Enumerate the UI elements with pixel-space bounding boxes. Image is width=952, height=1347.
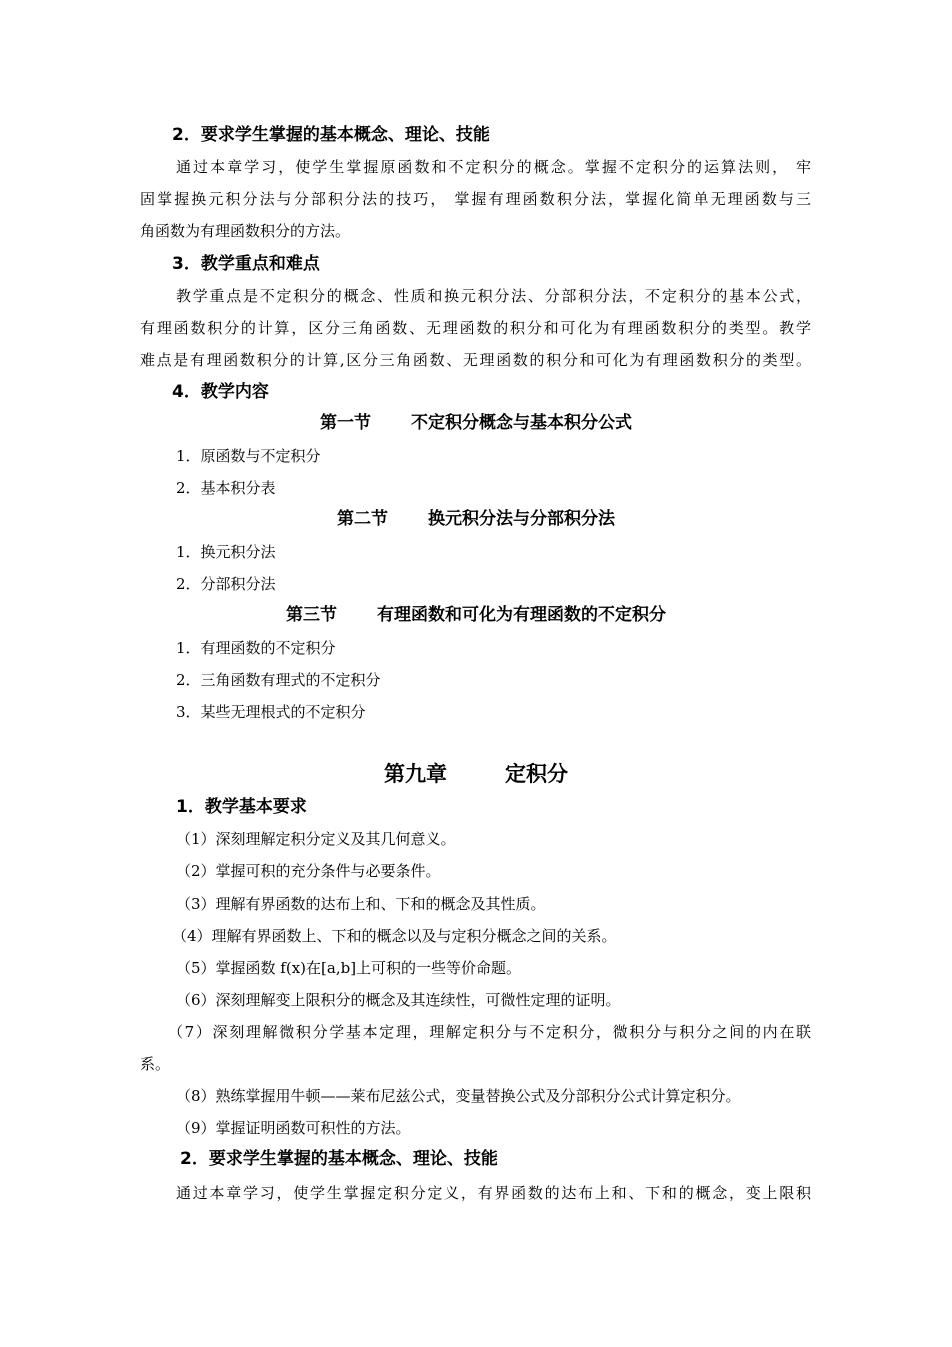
section-heading-3: 3．教学重点和难点 <box>172 254 320 274</box>
chapter-number: 第九章 <box>384 762 447 786</box>
section-heading-2: 2．要求学生掌握的基本概念、理论、技能 <box>172 125 490 145</box>
requirement-item-continued: 系。 <box>140 1055 171 1073</box>
paragraph-line: 难点是有理函数积分的计算,区分三角函数、无理函数的积分和可化为有理函数积分的类型。 <box>140 351 811 369</box>
subsection-number: 第一节 <box>320 413 371 433</box>
list-item: 1．原函数与不定积分 <box>176 447 321 465</box>
requirement-item: （5）掌握函数 f(x)在[a,b]上可积的一些等价命题。 <box>176 959 522 977</box>
subsection-name: 换元积分法与分部积分法 <box>428 509 615 529</box>
paragraph-line: 固掌握换元积分法与分部积分法的技巧， 掌握有理函数积分法，掌握化简单无理函数与三 <box>140 190 811 208</box>
subsection-title-2 <box>140 508 812 530</box>
list-item: 3．某些无理根式的不定积分 <box>176 703 366 721</box>
paragraph-line: 通过本章学习，使学生掌握定积分定义，有界函数的达布上和、下和的概念，变上限积 <box>176 1184 811 1202</box>
subsection-title-1 <box>140 412 812 434</box>
paragraph-line: 教学重点是不定积分的概念、性质和换元积分法、分部积分法，不定积分的基本公式， <box>176 287 811 305</box>
requirement-item: （3）理解有界函数的达布上和、下和的概念及其性质。 <box>176 895 546 913</box>
list-item: 1．有理函数的不定积分 <box>176 639 336 657</box>
chapter-name: 定积分 <box>505 762 568 786</box>
paragraph-line: 有理函数积分的计算，区分三角函数、无理函数的积分和可化为有理函数积分的类型。教学 <box>140 319 811 337</box>
requirement-item: （9）掌握证明函数可积性的方法。 <box>176 1119 411 1137</box>
requirement-item: （7）深刻理解微积分学基本定理，理解定积分与不定积分，微积分与积分之间的内在联 <box>168 1023 811 1041</box>
requirement-item: （4）理解有界函数上、下和的概念以及与定积分概念之间的关系。 <box>172 927 617 945</box>
paragraph-line: 通过本章学习，使学生掌握原函数和不定积分的概念。掌握不定积分的运算法则， 牢 <box>176 158 811 176</box>
list-item: 2．三角函数有理式的不定积分 <box>176 671 381 689</box>
subsection-name: 不定积分概念与基本积分公式 <box>411 413 632 433</box>
section-heading-1: 1．教学基本要求 <box>176 797 307 817</box>
subsection-title-3 <box>140 604 812 626</box>
chapter-title <box>140 760 812 788</box>
paragraph-line: 角函数为有理函数积分的方法。 <box>140 222 351 240</box>
section-heading-4: 4．教学内容 <box>172 382 269 402</box>
requirement-item: （2）掌握可积的充分条件与必要条件。 <box>176 862 441 880</box>
requirement-item: （8）熟练掌握用牛顿——莱布尼兹公式，变量替换公式及分部积分公式计算定积分。 <box>176 1087 741 1105</box>
list-item: 2．基本积分表 <box>176 479 276 497</box>
subsection-name: 有理函数和可化为有理函数的不定积分 <box>377 605 666 625</box>
requirement-item: （1）深刻理解定积分定义及其几何意义。 <box>176 830 456 848</box>
section-heading-2: 2．要求学生掌握的基本概念、理论、技能 <box>180 1149 498 1169</box>
subsection-number: 第二节 <box>337 509 388 529</box>
requirement-item: （6）深刻理解变上限积分的概念及其连续性，可微性定理的证明。 <box>176 991 621 1009</box>
list-item: 1．换元积分法 <box>176 543 276 561</box>
list-item: 2．分部积分法 <box>176 575 276 593</box>
subsection-number: 第三节 <box>286 605 337 625</box>
